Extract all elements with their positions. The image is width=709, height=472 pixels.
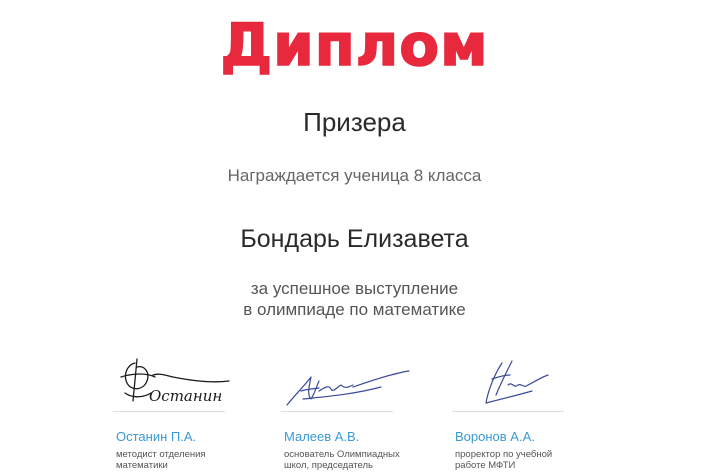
signature-1 xyxy=(113,355,263,409)
signer-name-3: Воронов А.А. xyxy=(455,429,535,444)
signer-role-1 xyxy=(116,449,266,471)
signer-block-3 xyxy=(452,355,602,472)
signature-line-3 xyxy=(452,411,564,412)
signature-1-text: Останин xyxy=(149,387,223,405)
signer-name-2: Малеев А.В. xyxy=(284,429,360,444)
signer-role-2-line-2: школ, председатель xyxy=(284,460,373,471)
signature-3 xyxy=(452,355,602,409)
signer-role-3-line-2: работе МФТИ xyxy=(455,460,516,471)
awarded-line: Награждается ученица 8 класса xyxy=(227,166,482,185)
signature-line-1 xyxy=(113,411,225,412)
signer-role-2-line-1: основатель Олимпиадных xyxy=(284,449,400,460)
diploma-title: Диплом xyxy=(220,11,489,79)
signer-role-1-line-2: математики xyxy=(116,460,168,471)
signature-2 xyxy=(281,355,431,409)
signer-role-3 xyxy=(455,449,605,471)
signer-block-1 xyxy=(113,355,263,472)
signer-role-3-line-1: проректор по учебной xyxy=(455,449,553,460)
signer-role-2 xyxy=(284,449,434,471)
reason-line-2: в олимпиаде по математике xyxy=(243,300,466,319)
signer-role-1-line-1: методист отделения xyxy=(116,449,206,460)
award-type: Призера xyxy=(303,107,406,137)
recipient-name: Бондарь Елизавета xyxy=(240,225,469,253)
signer-block-2 xyxy=(281,355,431,472)
signature-line-2 xyxy=(281,411,393,412)
signer-name-1: Останин П.А. xyxy=(116,429,197,444)
reason-line-1: за успешное выступление xyxy=(250,279,459,298)
